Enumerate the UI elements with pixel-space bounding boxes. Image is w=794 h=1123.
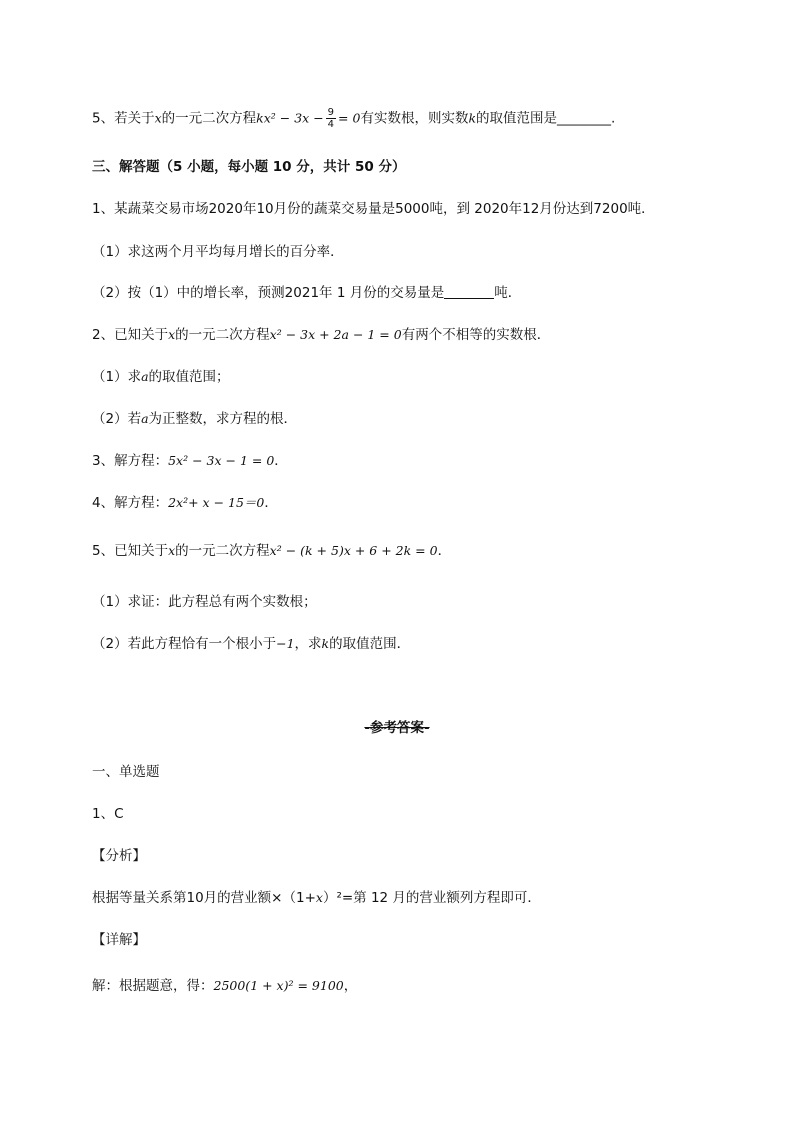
p5-suffix: ． xyxy=(437,543,452,559)
solution-suffix: ， xyxy=(343,978,358,994)
q5-equation-part-a: kx² − 3x − xyxy=(256,110,324,126)
p4-prefix: 4、解方程： xyxy=(92,495,169,511)
solution-equation: 2500(1 + x)² = 9100 xyxy=(213,978,344,993)
q5-post-1: 有实数根，则实数 xyxy=(360,110,469,127)
q5-mid: 的一元二次方程 xyxy=(161,110,257,127)
var-x: x xyxy=(154,110,162,126)
p5-equation: x² − (k + 5)x + 6 + 2k = 0 xyxy=(269,543,438,558)
negative-one: −1 xyxy=(276,636,295,651)
problem-2-stem xyxy=(92,325,550,345)
answers-title: -参考答案- xyxy=(364,720,430,736)
solution-line xyxy=(92,976,357,996)
p5-s2-prefix: （2）若此方程恰有一个根小于 xyxy=(92,636,277,652)
q5-equation-part-b: = 0 xyxy=(338,110,361,126)
answer-blank[interactable] xyxy=(444,284,494,299)
p2-suffix: 有两个不相等的实数根． xyxy=(401,327,551,343)
p2-s1-suffix: 的取值范围； xyxy=(148,369,230,385)
problem-3 xyxy=(92,451,288,471)
var-x: x xyxy=(168,327,176,342)
p2-s2-prefix: （2）若 xyxy=(92,411,142,427)
p1-s2-prefix: （2）按（1）中的增长率，预测2021年 1 月份的交易量是 xyxy=(92,285,445,301)
problem-1-sub-1: （1）求这两个月平均每月增长的百分率． xyxy=(92,244,344,260)
p5-prefix: 5、已知关于 xyxy=(92,543,169,559)
var-a: a xyxy=(141,369,149,384)
p2-equation: x² − 3x + 2a − 1 = 0 xyxy=(269,327,402,342)
problem-1-sub-2 xyxy=(92,283,521,303)
q5-end: . xyxy=(611,110,616,127)
problem-2-sub-2 xyxy=(92,409,297,429)
answers-section-1: 一、单选题 xyxy=(92,764,160,780)
fraction-denominator: 4 xyxy=(327,119,335,130)
problem-2-sub-1 xyxy=(92,367,230,387)
p4-end: ． xyxy=(264,495,278,511)
q5-fraction xyxy=(326,107,336,130)
analysis-text xyxy=(92,888,541,908)
q5-post-2: 的取值范围是 xyxy=(476,110,558,127)
problem-1-stem: 1、某蔬菜交易市场2020年10月份的蔬菜交易量是5000吨，到 2020年12月份达到7200吨． xyxy=(92,201,655,217)
p2-s2-suffix: 为正整数，求方程的根． xyxy=(148,411,298,427)
solution-prefix: 解：根据题意，得： xyxy=(92,978,214,994)
q5-prefix: 5、若关于 xyxy=(92,110,155,127)
analysis-suffix: ）²=第 12 月的营业额列方程即可． xyxy=(322,890,541,906)
p2-mid: 的一元二次方程 xyxy=(175,327,270,343)
analysis-prefix: 根据等量关系第10月的营业额×（1+ xyxy=(92,890,316,906)
detail-label: 【详解】 xyxy=(92,932,146,948)
answer-blank[interactable]: ________ xyxy=(557,110,612,127)
var-a: a xyxy=(141,411,149,426)
p2-prefix: 2、已知关于 xyxy=(92,327,169,343)
p3-prefix: 3、解方程： xyxy=(92,453,169,469)
var-k: k xyxy=(468,110,477,126)
var-k: k xyxy=(321,636,330,651)
p2-s1-prefix: （1）求 xyxy=(92,369,142,385)
problem-4 xyxy=(92,493,278,513)
p5-s2-suffix: 的取值范围． xyxy=(329,636,411,652)
answer-1: 1、C xyxy=(92,806,124,822)
problem-5-sub-1: （1）求证：此方程总有两个实数根； xyxy=(92,594,317,610)
section-3-title: 三、解答题（5 小题，每小题 10 分，共计 50 分） xyxy=(92,159,406,175)
p1-s2-suffix: 吨． xyxy=(494,285,522,301)
fraction-numerator: 9 xyxy=(327,107,335,118)
p5-s2-mid: ，求 xyxy=(294,636,322,652)
var-x: x xyxy=(168,543,176,558)
var-x: x xyxy=(315,890,323,905)
problem-5-sub-2 xyxy=(92,634,410,654)
p5-mid: 的一元二次方程 xyxy=(175,543,270,559)
p3-equation: 5x² − 3x − 1 = 0 xyxy=(168,453,275,468)
question-5-fill xyxy=(92,107,615,130)
p4-equation: 2x²+ x − 15＝0 xyxy=(168,495,265,510)
analysis-label: 【分析】 xyxy=(92,848,146,864)
p3-end: ． xyxy=(274,453,288,469)
problem-5-stem xyxy=(92,541,451,561)
